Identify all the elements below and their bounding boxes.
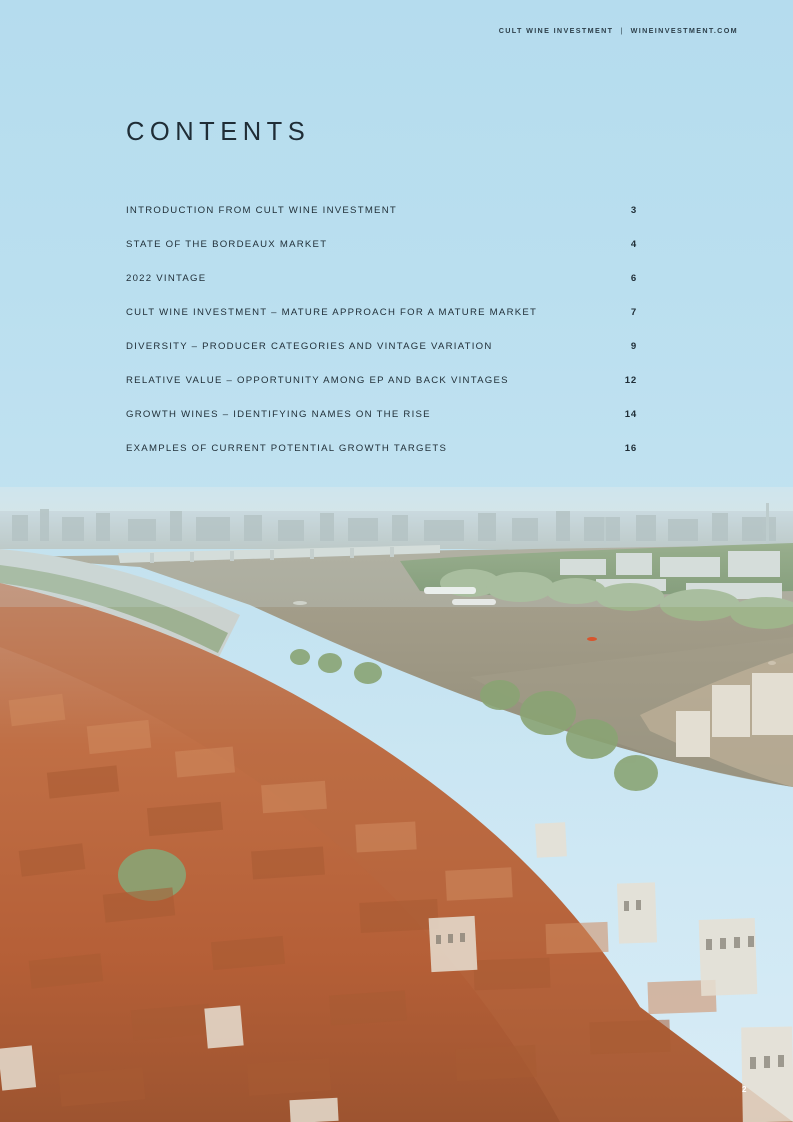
toc-entry[interactable]	[126, 409, 637, 443]
toc-entry[interactable]	[126, 205, 637, 239]
toc-entry-label: INTRODUCTION FROM CULT WINE INVESTMENT	[126, 205, 397, 216]
toc-entry-label: GROWTH WINES – IDENTIFYING NAMES ON THE RISE	[126, 409, 431, 420]
header-separator: |	[620, 26, 624, 35]
toc-entry-label: EXAMPLES OF CURRENT POTENTIAL GROWTH TARGETS	[126, 443, 448, 454]
toc-entry[interactable]	[126, 307, 637, 341]
table-of-contents	[126, 205, 637, 477]
toc-entry-page: 16	[624, 443, 637, 454]
toc-entry-page: 14	[624, 409, 637, 420]
toc-entry-page: 3	[630, 205, 637, 216]
header-brand: CULT WINE INVESTMENT	[498, 26, 614, 35]
header-website: WINEINVESTMENT.COM	[630, 26, 738, 35]
toc-entry-page: 7	[630, 307, 637, 318]
toc-entry[interactable]	[126, 239, 637, 273]
toc-entry[interactable]	[126, 341, 637, 375]
toc-entry[interactable]	[126, 443, 637, 477]
toc-entry-label: STATE OF THE BORDEAUX MARKET	[126, 239, 328, 250]
page-title: CONTENTS	[126, 118, 311, 146]
toc-entry-label: 2022 VINTAGE	[126, 273, 207, 284]
cover-photo	[0, 487, 793, 1122]
toc-entry[interactable]	[126, 375, 637, 409]
toc-entry[interactable]	[126, 273, 637, 307]
toc-entry-page: 6	[630, 273, 637, 284]
toc-entry-label: CULT WINE INVESTMENT – MATURE APPROACH FOR A MATURE MARKET	[126, 307, 538, 318]
page-header	[499, 26, 738, 35]
toc-entry-page: 12	[624, 375, 637, 386]
toc-entry-label: RELATIVE VALUE – OPPORTUNITY AMONG EP AND BACK VINTAGES	[126, 375, 509, 386]
toc-entry-page: 9	[630, 341, 637, 352]
page-number: 2	[742, 1085, 747, 1094]
toc-entry-label: DIVERSITY – PRODUCER CATEGORIES AND VINTAGE VARIATION	[126, 341, 493, 352]
toc-entry-page: 4	[630, 239, 637, 250]
